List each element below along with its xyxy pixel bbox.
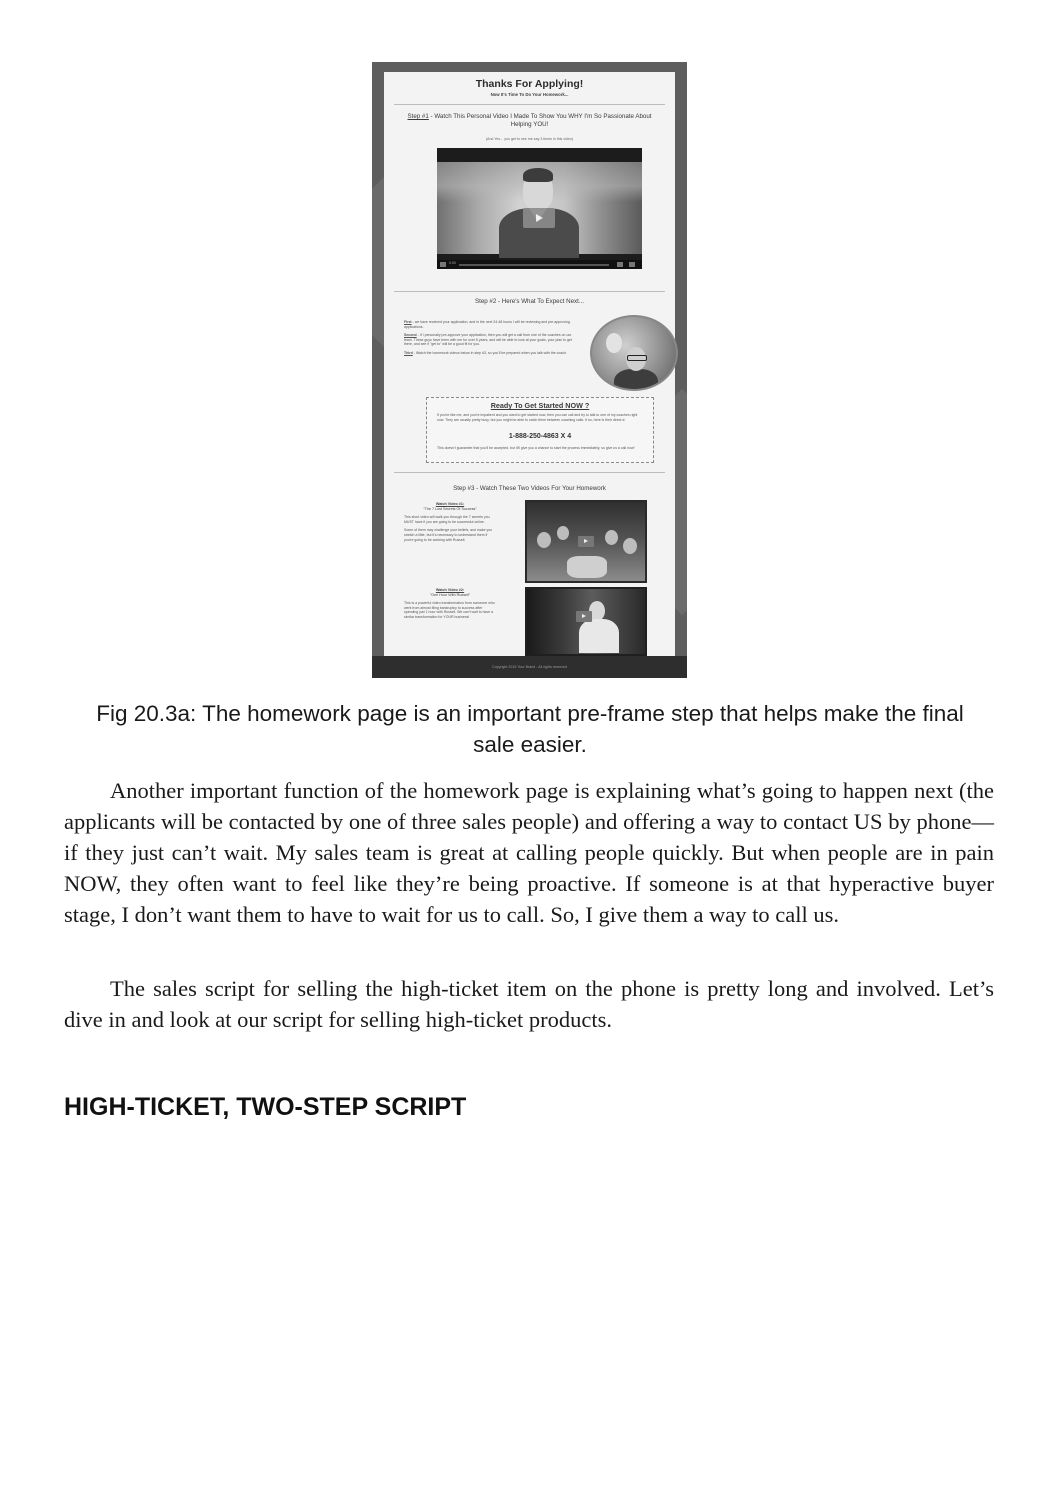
figure-footer: Copyright 2015 Your Brand - All rights reserved [372,656,687,678]
fullscreen-icon[interactable] [629,262,635,267]
video-time: 0:00 [449,261,456,265]
divider [394,472,665,473]
step1-label: Step #1 [407,113,429,120]
video1-paragraph: This short video will walk you through the 7 secrets you MUST have if you are going to be successful online. [404,515,490,524]
volume-icon[interactable] [617,262,623,267]
third-text: - Watch the homework videos below in step #3, so you'll be prepared when you talk with the coach. [412,350,567,355]
homework-page-figure [372,62,687,678]
video-progress-track[interactable] [459,264,609,266]
video2-scene [527,589,645,654]
play-icon[interactable] [578,536,594,547]
step2-second [404,333,572,347]
video1-description [404,502,496,542]
person [557,526,569,540]
video1-heading [404,502,496,511]
video-controls[interactable] [437,260,642,269]
person [537,532,551,548]
coach-body [614,369,658,391]
divider [394,104,665,105]
video2-title: "One Hour With Russell" [429,592,471,597]
second-label: Second [404,333,417,338]
second-text: - If I personally pre-approve your application, then you will get a call from one of the coaches on our team. These guys have been with me for over 5 years, and will be able to look at your goals, your plan to get there, and see if "get to" will be a good fit for you. [404,333,572,347]
ready-text: If you're like me, and you're impatient and you want to get started now, then you can call and try to talk to one of my coaches right now. They are usually pretty busy, but you might be able to catch them between coaching calls. If so, here is their direct #: [437,413,638,422]
video2-heading [404,588,496,597]
homework-page-sheet [384,72,675,656]
first-text: - we have received your application, and in the next 24-48 hours I will be reviewing and pre-approving applications. [404,320,570,329]
body-paragraph: Another important function of the homework page is explaining what’s going to happen next (the applicants will be contacted by one of three sales people) and offering a way to contact US by phone—if they just can’t wait. My sales team is great at calling people quickly. But when people are in pain NOW, they often want to feel like they’re being proactive. If someone is at that hyperactive buyer stage, I don’t want them to have to wait for us to call. So, I give them a way to call us. [64,778,994,927]
step3-heading: Step #3 - Watch These Two Videos For Your Homework [453,485,606,492]
video1-label: Watch Video #1: [435,502,465,506]
video2-description [404,588,496,620]
play-icon[interactable] [523,208,555,228]
step2-third [404,351,572,356]
figure-subtitle: Now It's Time To Do Your Homework... [490,92,569,97]
step1-text: - Watch This Personal Video I Made To Show You WHY I'm So Passionate About Helping YOU! [428,113,652,128]
section-heading: HIGH-TICKET, TWO-STEP SCRIPT [64,1093,467,1121]
video1-paragraph: Some of them may challenge your beliefs, and make you stretch a little, but it's necessary to understand them if you're going to be working with Russell. [404,528,493,542]
divider [394,291,665,292]
presenter-hair [523,168,553,182]
ready-callout-box [426,397,654,463]
table [567,556,607,578]
step2-details [404,320,572,360]
step1-note: (And Yes... you get to see me say 3 times in this video) [485,137,574,141]
third-label: Third [404,350,413,355]
video2-thumbnail[interactable] [525,587,647,656]
step1-heading [404,113,655,129]
person [605,530,618,545]
video1-title: "The 7 Lost Secrets Of Success" [423,506,477,511]
coaches-photo [590,315,678,391]
video1-scene [527,502,645,581]
video-frame [437,162,642,254]
phone-number[interactable]: 1-888-250-4863 X 4 [508,433,572,440]
ready-footnote: This doesn't guarantee that you'll be accepted, but it'll give you a chance to start the process immediately, so give us a call now! [437,446,635,450]
video2-paragraph: This is a powerful video transformation from someone who went from almost filing bankruptcy to success after spending just 1 hour with Russell. We can't wait to have a similar transformation for YOUR business! [404,601,495,619]
first-label: First [404,320,412,324]
figure-caption: Fig 20.3a: The homework page is an important pre-frame step that helps make the final sale easier. [96,701,964,757]
speaker-body [579,619,619,653]
video2-label: Watch Video #2: [435,588,465,592]
figure-title: Thanks For Applying! [475,78,584,90]
body-paragraph: The sales script for selling the high-ticket item on the phone is pretty long and involved. Let’s dive in and look at our script for selling high-ticket products. [64,976,994,1032]
video1-thumbnail[interactable] [525,500,647,583]
step2-heading: Step #2 - Here's What To Expect Next... [474,298,585,305]
play-icon[interactable] [576,611,592,622]
coach-face [606,333,622,353]
intro-video-player[interactable] [437,148,642,269]
person [623,538,637,554]
ready-title: Ready To Get Started NOW ? [490,401,590,410]
step2-first [404,320,572,329]
glasses-icon [627,355,647,361]
play-pause-icon[interactable] [440,262,446,267]
